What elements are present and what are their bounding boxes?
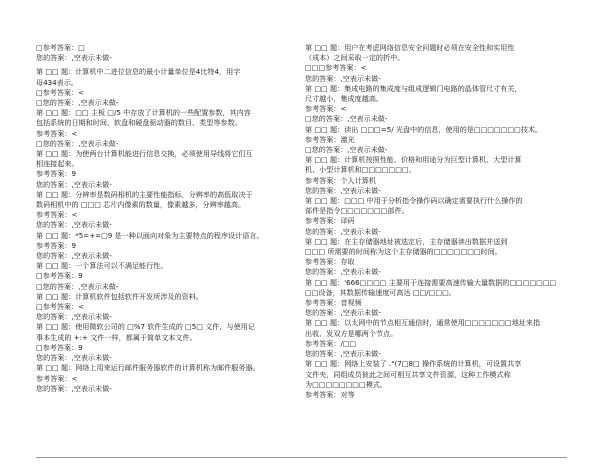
reference-answer-line: □参考答案：□: [36, 43, 85, 52]
your-answer-line: □您的答案：,空表示未做-: [36, 281, 119, 291]
your-answer-line: 您的答案：,空表示未做-: [305, 349, 381, 359]
question-line: 第 □□ 题：为使两台计算机能进行信息交换，必须使用导线将它们互: [36, 149, 253, 159]
your-answer-line: 您的答案：,空表示未做-: [305, 308, 381, 318]
your-answer-line: □您的答案：,空表示未做-: [36, 138, 119, 148]
question-line: 第 □□ 题：网络上用来运行邮件服务器软件的计算机称为邮件服务器。: [36, 363, 260, 373]
reference-answer-line: 参考答案：9: [36, 169, 76, 179]
your-answer-line: 您的答案：,空表示未做-: [36, 220, 112, 230]
text-line: 部件是指令□□□□□□□部件。: [305, 206, 409, 216]
reference-answer-line: 参考答案：/□□: [305, 338, 357, 348]
question-line: 第 □□ 题：计算机中二进位信息的最小计量单位是4比特4，用字: [36, 67, 241, 77]
text-line: 尺寸越小，集成度越高。: [305, 94, 384, 104]
text-line: 相连接起来。: [36, 159, 79, 169]
question-line: 第 □□ 题：用户在考虑网络信息安全问题时必须在安全性和实用性: [305, 43, 515, 52]
reference-answer-line: □参考答案：9: [36, 271, 83, 281]
reference-answer-line: 参考答案：存取: [305, 257, 355, 267]
question-line: 第 □□ 题：'666□□□□ 主要用于连接需要高速传输大量数据的□□□□□□□: [305, 277, 557, 287]
reference-answer-line: 参考答案：<: [36, 373, 78, 383]
your-answer-line: □您的答案：,空表示未做-: [36, 98, 119, 108]
reference-answer-line: 参考答案：个人计算机: [305, 175, 376, 185]
your-answer-line: 您的答案：,空表示未做-: [36, 312, 112, 322]
reference-answer-line: 参考答案：<: [36, 128, 78, 138]
your-answer-line: 您的答案：,空表示未做-: [305, 73, 381, 83]
question-line: 第 □□ 题：一个算法可以不满足能行性。: [36, 261, 168, 271]
text-line: 机、小型计算机和□□□□□□□。: [305, 165, 416, 175]
your-answer-line: 您的答案：,空表示未做-: [305, 226, 381, 236]
question-line: 第 □□ 题：以太网中的节点相互通信时，通常使用□□□□□□□地址来指: [305, 318, 541, 328]
reference-answer-line: 参考答案：对等: [305, 389, 355, 399]
reference-answer-line: □参考答案：<: [36, 87, 85, 97]
reference-answer-line: 参考答案：音视频: [305, 298, 362, 308]
reference-answer-line: □□□参考答案：<: [305, 63, 367, 73]
question-line: 第 □□ 题：□□□ 中用于分析指令操作码以确定需要执行什么操作的: [305, 196, 523, 206]
question-line: 第 □□ 题：在主存储器地址被选定后，主存储器读出数据并送到: [305, 236, 508, 246]
right-column: [305, 43, 567, 400]
reference-answer-line: 参考答案：译码: [305, 216, 355, 226]
reference-answer-line: □参考答案：<: [36, 302, 85, 312]
reference-answer-line: 参考答案：<: [36, 210, 78, 220]
question-line: 第 □□ 题：分辨率是数码相机的主要性能指标，分辨率的高低取决于: [36, 189, 253, 199]
your-answer-line: 您的答案：,空表示未做-: [36, 53, 112, 63]
your-answer-line: 您的答案：,空表示未做-: [36, 353, 112, 363]
your-answer-line: 您的答案：,空表示未做-: [36, 179, 112, 189]
question-line: 第 □□ 题：*5=+=□9 是一种以面向对象为主要特点的程序设计语言。: [36, 230, 264, 240]
question-line: 第 □□ 题：读出 □□□=5/ 光盘中的信息，使用的是□□□□□□□技术。: [305, 124, 543, 134]
text-line: （成本）之间采取一定的折中。: [305, 53, 405, 63]
your-answer-line: 您的答案：,空表示未做-: [305, 267, 381, 277]
text-line: 母434表示。: [36, 77, 78, 87]
text-line: □□□ 所需要的时间称为这个主存储器的□□□□□□□时间。: [305, 247, 502, 257]
text-line: 为□□□□□□□□模式。: [305, 379, 387, 389]
your-answer-line: □您的答案：,空表示未做-: [305, 145, 388, 155]
your-answer-line: 您的答案：,空表示未做-: [36, 251, 112, 261]
question-line: 第 □□ 题：计算机软件包括软件开发所涉及的资料。: [36, 291, 203, 301]
text-line: 出收、发双方是哪两个节点。: [305, 328, 398, 338]
question-line: 第 □□ 题：网络上安装了 ."(7□8□ 操作系统的计算机，可设置共享: [305, 359, 522, 369]
question-line: 第 □□ 题：集成电路的集成度与组成逻辑门电路的晶体管尺寸有关，: [305, 83, 522, 93]
text-line: 包括系统的日期和时间、软盘和硬盘驱动器的数目、类型等参数。: [36, 118, 242, 128]
question-line: 第 □□ 题：□□ 主板 □/5 中存放了计算机的一些配置参数，其内容: [36, 108, 251, 118]
reference-answer-line: 参考答案：激光: [305, 134, 355, 144]
text-line: 数码相机中的 □□□ 芯片内像素的数量，像素越多，分辨率越高。: [36, 200, 246, 210]
left-column: [36, 43, 294, 394]
text-line: □□设备，其数据传输速度可高达 □□/□□□。: [305, 287, 456, 297]
reference-answer-line: 参考答案：9: [36, 240, 76, 250]
footer-rule: [36, 457, 567, 458]
reference-answer-line: 参考答案：<: [305, 104, 347, 114]
reference-answer-line: □参考答案：9: [36, 342, 83, 352]
question-line: 第 □□ 题：使用微软公司的 □%7 软件生成的 □5□ 文件，与使用记: [36, 322, 255, 332]
text-line: 文件夹，同组成员彼此之间可相互共享文件资源，这种工作模式称: [305, 369, 511, 379]
your-answer-line: 您的答案：,空表示未做-: [305, 185, 381, 195]
your-answer-line: 您的答案：,空表示未做-: [36, 383, 112, 393]
question-line: 第 □□ 题：计算机按照性能、价格和用途分为巨型计算机、大型计算: [305, 155, 522, 165]
your-answer-line: □您的答案：,空表示未做-: [305, 114, 388, 124]
text-line: 事本生成的 +:+ 文件一样，都属于简单文本文件。: [36, 332, 197, 342]
